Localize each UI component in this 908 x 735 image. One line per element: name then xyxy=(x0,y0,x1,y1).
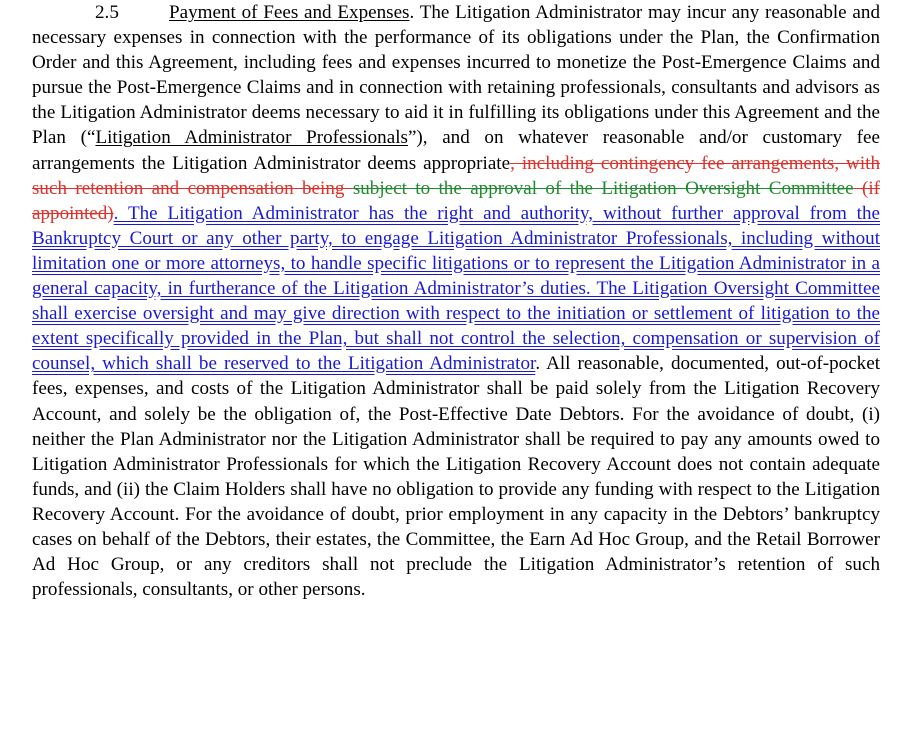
document-page xyxy=(32,0,880,602)
intro-text: The Litigation Administrator may incur any reasonable and necessary expenses in connection with the performance of its obligations under the Plan, the Confirmation Order and this Agreement, including fees and expenses incurred to monetize the Post-Emergence Claims and pursue the Post-Emergence Claims and in connection with retaining professionals, consultants and advisors as the Litigation Administrator deems necessary to aid it in fulfilling its obligations under this Agreement and the Plan (“ xyxy=(32,2,880,149)
section-heading: Payment of Fees and Expenses xyxy=(169,2,410,23)
deleted-text-approval: subject to the approval of the Litigation Oversight Committee xyxy=(352,177,854,199)
defined-term: Litigation Administrator Professionals xyxy=(95,127,408,149)
inserted-text: . The Litigation Administrator has the right and authority, without further approval from the Bankruptcy Court or any other party, to engage Litigation Administrator Professionals, including without limitation one or more attorneys, to handle specific litigations or to represent the Litigation Administrator in a general capacity, in furtherance of the Litigation Administrator’s duties. The Litigation Oversight Committee shall exercise oversight and may give direction with respect to the initiation or settlement of litigation to the extent specifically provided in the Plan, but shall not control the selection, compensation or supervision of counsel, which shall be reserved to the Litigation Administrator xyxy=(32,202,880,375)
deleted-text-if-appointed: (if appointed) xyxy=(32,177,881,224)
deleted-text-contingency: , including contingency fee arrangements, with such retention and compensation being xyxy=(32,152,880,199)
closing-text: . All reasonable, documented, out-of-pocket fees, expenses, and costs of the Litigation Administrator shall be paid solely from the Litigation Recovery Account, and solely be the obligation of, the Post-Effective Date Debtors. For the avoidance of doubt, (i) neither the Plan Administrator nor the Litigation Administrator shall be required to pay any amounts owed to Litigation Administrator Professionals for which the Litigation Recovery Account does not contain adequate funds, and (ii) the Claim Holders shall have no obligation to provide any funding with respect to the Litigation Recovery Account. For the avoidance of doubt, prior employment in any capacity in the Debtors’ bankruptcy cases on behalf of the Debtors, their estates, the Committee, the Earn Ad Hoc Group, and the Retail Borrower Ad Hoc Group, or any creditors shall not preclude the Litigation Administrator’s retention of such professionals, consultants, or other persons. xyxy=(32,353,880,601)
after-term-text: ”), and on whatever reasonable and/or customary fee arrangements the Litigation Administrator deems appropriate xyxy=(32,127,880,174)
section-heading-punct: . xyxy=(409,2,415,23)
section-number: 2.5 xyxy=(95,2,119,23)
section-2-5-paragraph xyxy=(32,0,880,602)
